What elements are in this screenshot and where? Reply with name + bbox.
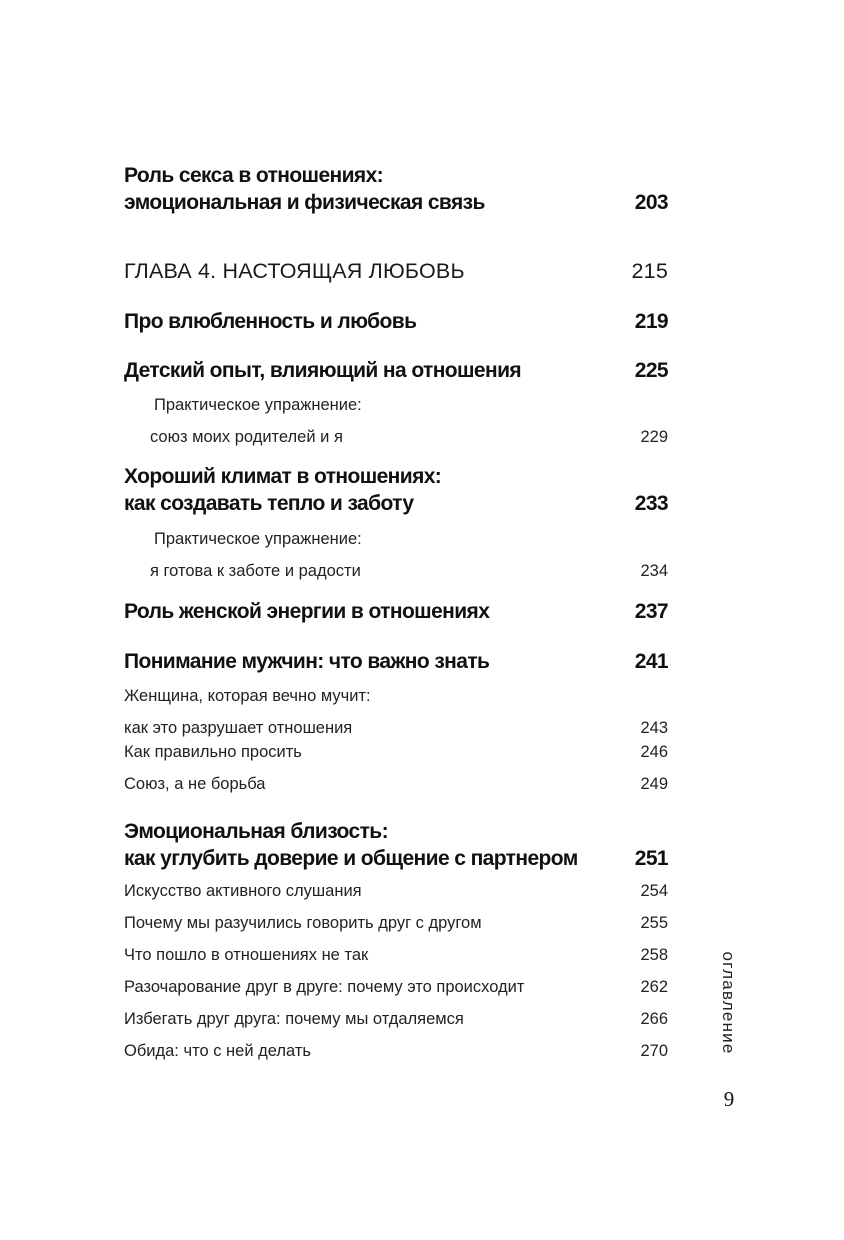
running-header bbox=[713, 945, 743, 1060]
toc-entry-page-number: 243 bbox=[640, 719, 668, 737]
toc-entry-title: Про влюбленность и любовь bbox=[124, 310, 417, 333]
toc-entry-page-number: 234 bbox=[640, 562, 668, 580]
toc-subentry[interactable] bbox=[124, 736, 668, 768]
toc-entry-page-number: 203 bbox=[634, 191, 668, 214]
toc-entry-title: Обида: что с ней делать bbox=[124, 1042, 311, 1060]
toc-entry-title-line: Женщина, которая вечно мучит: bbox=[124, 687, 371, 705]
toc-entry[interactable] bbox=[124, 162, 668, 216]
toc-subentry-exercise[interactable] bbox=[150, 389, 668, 453]
toc-entry-title: Как правильно просить bbox=[124, 743, 302, 761]
toc-entry[interactable] bbox=[124, 818, 668, 872]
toc-entry-title: Искусство активного слушания bbox=[124, 882, 362, 900]
toc-entry-title: Разочарование друг в друге: почему это происходит bbox=[124, 978, 525, 996]
toc-entry-title: Понимание мужчин: что важно знать bbox=[124, 650, 490, 673]
toc-entry-title-line: как создавать тепло и заботу bbox=[124, 492, 414, 515]
toc-entry[interactable] bbox=[124, 357, 668, 384]
toc-entry-page-number: 258 bbox=[640, 946, 668, 964]
toc-entry-page-number: 215 bbox=[631, 259, 668, 283]
toc-subentry[interactable] bbox=[124, 768, 668, 800]
toc-entry-title: Что пошло в отношениях не так bbox=[124, 946, 369, 964]
toc-entry-title-line: Хороший климат в отношениях: bbox=[124, 465, 442, 488]
toc-entry-page-number: 219 bbox=[634, 310, 668, 333]
toc-entry-page-number: 237 bbox=[634, 600, 668, 623]
toc-entry-title-line: я готова к заботе и радости bbox=[150, 562, 361, 580]
toc-entry-page-number: 229 bbox=[640, 428, 668, 446]
toc-entry[interactable] bbox=[124, 308, 668, 335]
toc-entry-title: Детский опыт, влияющий на отношения bbox=[124, 359, 522, 382]
toc-subentry[interactable] bbox=[124, 875, 668, 907]
toc-subentry[interactable] bbox=[124, 1035, 668, 1067]
page-number: 9 bbox=[723, 1087, 735, 1111]
toc-subentry[interactable] bbox=[124, 939, 668, 971]
chapter-title: ГЛАВА 4. НАСТОЯЩАЯ ЛЮБОВЬ bbox=[124, 259, 465, 283]
toc-entry-title: Роль женской энергии в отношениях bbox=[124, 600, 490, 623]
toc-entry-title-line: как это разрушает отношения bbox=[124, 719, 353, 737]
toc-entry-page-number: 225 bbox=[634, 359, 668, 382]
toc-entry-title: Почему мы разучились говорить друг с другом bbox=[124, 914, 482, 932]
toc-entry-title-line: как углубить доверие и общение с партнером bbox=[124, 847, 578, 870]
toc-entry-page-number: 249 bbox=[640, 775, 668, 793]
toc-entry-page-number: 270 bbox=[640, 1042, 668, 1060]
toc-entry-title-line: союз моих родителей и я bbox=[150, 428, 343, 446]
running-header-label: оглавление bbox=[719, 950, 738, 1055]
toc-entry-page-number: 254 bbox=[640, 882, 668, 900]
toc-entry-title-line: Роль секса в отношениях: bbox=[124, 164, 384, 187]
toc-entry-title-line: Практическое упражнение: bbox=[154, 530, 362, 548]
toc-entry-title: Избегать друг друга: почему мы отдаляемся bbox=[124, 1010, 464, 1028]
toc-subentry[interactable] bbox=[124, 680, 668, 744]
toc-chapter-heading[interactable] bbox=[124, 257, 668, 285]
toc-entry-page-number: 246 bbox=[640, 743, 668, 761]
toc-entry-title-line: эмоциональная и физическая связь bbox=[124, 191, 485, 214]
toc-entry[interactable] bbox=[124, 463, 668, 517]
toc-entry[interactable] bbox=[124, 598, 668, 625]
toc-subentry[interactable] bbox=[124, 907, 668, 939]
toc-entry[interactable] bbox=[124, 648, 668, 675]
toc-entry-title: Союз, а не борьба bbox=[124, 775, 266, 793]
toc-subentry[interactable] bbox=[124, 1003, 668, 1035]
toc-entry-page-number: 266 bbox=[640, 1010, 668, 1028]
toc-entry-title-line: Эмоциональная близость: bbox=[124, 820, 388, 843]
toc-subentry[interactable] bbox=[124, 971, 668, 1003]
toc-entry-page-number: 262 bbox=[640, 978, 668, 996]
toc-entry-title-line: Практическое упражнение: bbox=[154, 396, 362, 414]
toc-subentry-exercise[interactable] bbox=[150, 523, 668, 587]
toc-entry-page-number: 241 bbox=[634, 650, 668, 673]
toc-entry-page-number: 233 bbox=[634, 492, 668, 515]
toc-entry-page-number: 255 bbox=[640, 914, 668, 932]
toc-entry-page-number: 251 bbox=[634, 847, 668, 870]
